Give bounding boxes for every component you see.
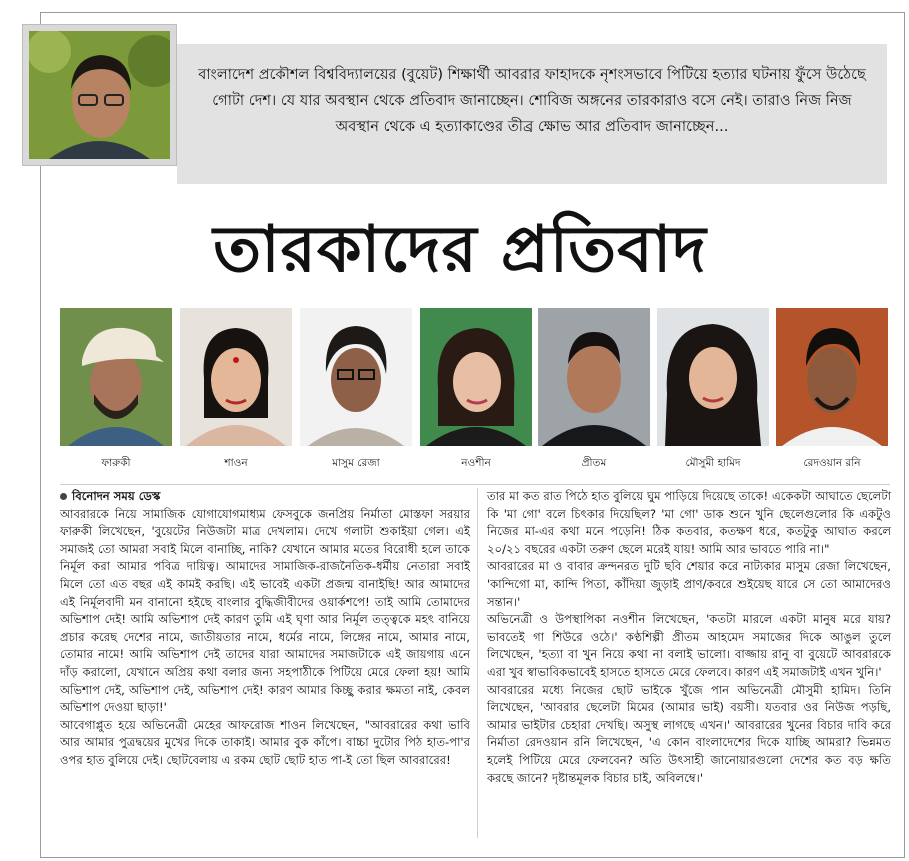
person-name: শাওন: [224, 457, 248, 469]
person-name: মৌসুমী হামিদ: [685, 457, 741, 469]
person-pritom: [538, 308, 650, 473]
byline: [60, 488, 470, 506]
victim-portrait-frame: [22, 24, 177, 166]
person-name: ফারুকী: [101, 457, 131, 469]
headline: তারকাদের প্রতিবাদ: [213, 212, 707, 287]
naushin-photo: [420, 308, 532, 446]
article-paragraph: আবরারের মা ও বাবার ক্রন্দনরত দুটি ছবি শেয়ার করে নাট্যকার মাসুম রেজা লিখেছেন, 'কান্দিগো মা, কান্দি পিতা, কাঁদিয়া জুড়াই প্রাণ/কবরে শুইয়েছ যারে সে তো আমাদেরও সন্তান।': [487, 559, 891, 609]
article-column-right: [487, 488, 891, 787]
intro-text: বাংলাদেশ প্রকৌশল বিশ্ববিদ্যালয়ের (বুয়েট) শিক্ষার্থী আবরার ফাহাদকে নৃশংসভাবে পিটিয়ে হত্যার ঘটনায় ফুঁসে উঠেছে গোটা দেশ। যে যার অবস্থান থেকে প্রতিবাদ জানাচ্ছেন। শোবিজ অঙ্গনের তারকারাও বসে নেই। তারাও নিজ নিজ অবস্থান থেকে এ হত্যাকাণ্ডের তীব্র ক্ষোভ আর প্রতিবাদ জানাচ্ছেন...: [198, 66, 866, 135]
article-paragraph: আবরারকে নিয়ে সামাজিক যোগাযোগমাধ্যম ফেসবুকে জনপ্রিয় নির্মাতা মোস্তফা সরয়ার ফারুকী লিখেছেন, 'বুয়েটের নিউজটা মাত্র দেখলাম। দেখে গলাটা শুকাইয়া গেল। এই সমাজই তো আমরা সবাই মিলে বানাচ্ছি, নাকি? যেখানে আমার মতের বিরোধী হলে তাকে নির্মূল করা আমার পবিত্র দায়িত্ব। আমাদের সামাজিক-রাজনৈতিক-ধর্মীয় নেতারা সবাই মিলে তো এত বছর এই কামই করছি। এই ভাবেই একটা প্রজন্ম বানাইছি! আর আমাদের এই নির্মূলবাদী মন বানানো হইছে বাংলার বুদ্ধিজীবীদের ওয়ার্কশপে! তাই আমি তোমাদের অভিশাপ দেই! আমি অভিশাপ দেই কারণ তুমি এই ঘৃণা আর নির্মূল তত্ত্বকে মহৎ বানিয়ে প্রচার করেছ দেশের নামে, জাতীয়তার নামে, ধর্মের নামে, লিঙ্গের নামে, আমার নামে, তোমার নামে! আমি অভিশাপ দেই তাদের যারা আমাদের সমাজটাকে এই জায়গায় এনে দাঁড় করালো, যেখানে অপ্রিয় কথা বলার জন্য সহপাঠীকে পিটিয়ে মেরে ফেলা হয়! আমি অভিশাপ দেই, অভিশাপ দেই, অভিশাপ দেই! কারণ আমার কিচ্ছু করার ক্ষমতা নাই, কেবল অভিশাপ দেওয়া ছাড়া!': [60, 506, 470, 715]
person-naushin: [420, 308, 532, 473]
celebrity-photo-strip: [60, 308, 890, 476]
section-rule: [60, 484, 890, 485]
person-mousumi-hamid: [657, 308, 769, 473]
person-shaon: [180, 308, 292, 473]
article-paragraph: তার মা কত রাত পিঠে হাত বুলিয়ে ঘুম পাড়িয়ে দিয়েছে তাকে! একেকটা আঘাতে ছেলেটা কি 'মা গো' বলে চিৎকার দিয়েছিল? 'মা গো' ডাক শুনে খুনি ছেলেগুলোর কি একটুও নিজের মা-এর কথা মনে পড়েনি! ঠিক কতবার, কতক্ষণ ধরে, কতটুকু আঘাত করলে ২০/২১ বছরের একটা তরুণ ছেলে মরেই যায়! আমি আর ভাবতে পারি না।": [487, 489, 891, 556]
byline-text: বিনোদন সময় ডেস্ক: [72, 489, 161, 503]
pritom-photo: [538, 308, 650, 446]
person-name: নওশীন: [461, 457, 491, 469]
column-divider: [477, 488, 478, 838]
article-paragraph: আবরারের মধ্যে নিজের ছোট ভাইকে খুঁজে পান অভিনেত্রী মৌসুমী হামিদ। তিনি লিখেছেন, 'আবরার ছেলেটা মিমের (আমার ভাই) বয়সী। যতবার ওর নিউজ পড়ছি, আমার ভাইটার চেহারা দেখছি। অসুস্থ লাগছে এখন।' আবরারের খুনের বিচার দাবি করে নির্মাতা রেদওয়ান রনি লিখেছেন, 'এ কোন বাংলাদেশের দিকে যাচ্ছি আমরা? ভিন্নমত হলেই পিটিয়ে মেরে ফেলবেন? অতি উৎসাহী জানোয়ারগুলো দেশের কত বড় ক্ষতি করছে জানে? দৃষ্টান্তমূলক বিচার চাই, অবিলম্বে।': [487, 682, 891, 785]
person-name: রেদওয়ান রনি: [803, 457, 861, 469]
shaon-photo: [180, 308, 292, 446]
bullet-icon: [60, 493, 67, 500]
intro-box: [177, 44, 887, 184]
article-paragraph: আবেগাপ্লুত হয়ে অভিনেত্রী মেহের আফরোজ শাওন লিখেছেন, "আবরারের কথা ভাবি আর আমার পুত্রদ্বয়ের মুখের দিকে তাকাই। আমার বুক কাঁপে। বাচ্চা দুটোর পিঠ হাত-পা'র ওপর হাত বুলিয়ে দেই। ছোটবেলায় এ রকম ছোট ছোট হাত পা-ই তো ছিল আবরারের!: [60, 717, 470, 767]
redwan-roni-photo: [776, 308, 888, 446]
person-faruki: [60, 308, 172, 473]
masum-reza-photo: [300, 308, 412, 446]
person-name: মাসুম রেজা: [332, 457, 380, 469]
victim-portrait-photo: [29, 31, 170, 159]
person-redwan-roni: [776, 308, 888, 473]
faruki-photo: [60, 308, 172, 446]
person-masum-reza: [300, 308, 412, 473]
mousumi-hamid-photo: [657, 308, 769, 446]
person-name: প্রীতম: [581, 457, 607, 469]
article-column-left: [60, 488, 470, 770]
article-paragraph: অভিনেত্রী ও উপস্থাপিকা নওশীন লিখেছেন, 'কতটা মারলে একটা মানুষ মরে যায়? ভাবতেই গা শিউরে ওঠে।' কণ্ঠশিল্পী প্রীতম আহমেদ সমাজের দিকে আঙুল তুলে লিখেছেন, 'হত্যা বা খুন নিয়ে কথা না বলাই ভালো। বাজ্জায় রানু বা বুয়েটে আবরারকে এরা খুব স্বাভাবিকভাবেই হাসতে হাসতে মেরে ফেলবে। কারণ এই সমাজটাই এখন খুনি।': [487, 612, 891, 679]
